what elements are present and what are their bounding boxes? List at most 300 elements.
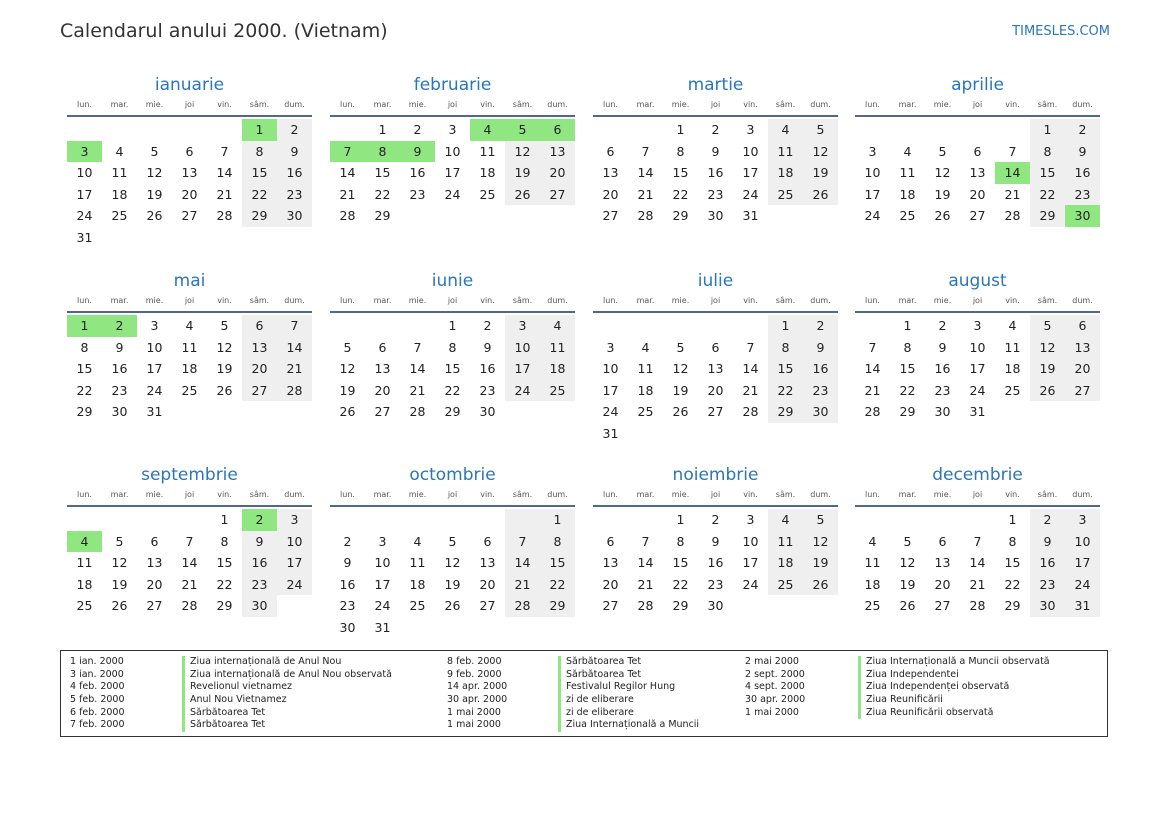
day-cell[interactable]: 30 xyxy=(707,598,724,613)
day-cell[interactable]: 4 xyxy=(540,315,575,337)
day-cell[interactable]: 28 xyxy=(181,598,198,613)
day-cell[interactable]: 31 xyxy=(76,229,93,245)
day-cell[interactable]: 20 xyxy=(146,576,163,592)
day-cell[interactable]: 9 xyxy=(483,339,492,355)
day-cell[interactable]: 9 xyxy=(343,555,352,570)
day-cell[interactable]: 6 xyxy=(1065,315,1100,337)
day-cell[interactable]: 12 xyxy=(444,555,461,570)
day-cell[interactable]: 24 xyxy=(602,404,619,419)
day-cell[interactable]: 8 xyxy=(540,531,575,553)
day-cell[interactable]: 7 xyxy=(330,141,365,163)
day-cell[interactable]: 11 xyxy=(637,361,654,376)
day-cell[interactable]: 13 xyxy=(934,555,951,570)
day-cell[interactable]: 22 xyxy=(540,574,575,596)
day-cell[interactable]: 5 xyxy=(505,119,540,141)
day-cell[interactable]: 4 xyxy=(67,531,102,553)
day-cell[interactable]: 21 xyxy=(637,576,654,592)
day-cell[interactable]: 12 xyxy=(803,531,838,553)
day-cell[interactable]: 6 xyxy=(185,143,194,159)
day-cell[interactable]: 2 xyxy=(1030,509,1065,531)
day-cell[interactable]: 8 xyxy=(676,533,685,549)
day-cell[interactable]: 4 xyxy=(641,339,650,355)
day-cell[interactable]: 16 xyxy=(934,361,951,376)
day-cell[interactable]: 12 xyxy=(505,141,540,163)
day-cell[interactable]: 23 xyxy=(111,382,128,398)
day-cell[interactable]: 31 xyxy=(1065,595,1100,617)
day-cell[interactable]: 11 xyxy=(768,141,803,163)
day-cell[interactable]: 17 xyxy=(146,361,163,376)
day-cell[interactable]: 21 xyxy=(969,576,986,592)
day-cell[interactable]: 1 xyxy=(903,318,912,333)
day-cell[interactable]: 12 xyxy=(216,339,233,355)
day-cell[interactable]: 5 xyxy=(115,533,124,549)
day-cell[interactable]: 21 xyxy=(637,186,654,202)
day-cell[interactable]: 7 xyxy=(277,315,312,337)
day-cell[interactable]: 6 xyxy=(483,533,492,549)
day-cell[interactable]: 29 xyxy=(899,404,916,419)
day-cell[interactable]: 14 xyxy=(339,165,356,180)
day-cell[interactable]: 9 xyxy=(277,141,312,163)
day-cell[interactable]: 11 xyxy=(409,555,426,570)
day-cell[interactable]: 13 xyxy=(242,337,277,359)
day-cell[interactable]: 4 xyxy=(868,533,877,549)
day-cell[interactable]: 18 xyxy=(899,186,916,202)
day-cell[interactable]: 19 xyxy=(1030,358,1065,380)
day-cell[interactable]: 2 xyxy=(242,509,277,531)
day-cell[interactable]: 6 xyxy=(938,533,947,549)
day-cell[interactable]: 27 xyxy=(602,208,619,223)
day-cell[interactable]: 16 xyxy=(479,361,496,376)
day-cell[interactable]: 10 xyxy=(742,143,759,159)
day-cell[interactable]: 17 xyxy=(742,555,759,570)
day-cell[interactable]: 17 xyxy=(76,186,93,202)
day-cell[interactable]: 7 xyxy=(505,531,540,553)
day-cell[interactable]: 6 xyxy=(150,533,159,549)
day-cell[interactable]: 2 xyxy=(343,533,352,549)
day-cell[interactable]: 27 xyxy=(969,208,986,223)
day-cell[interactable]: 2 xyxy=(803,315,838,337)
day-cell[interactable]: 16 xyxy=(277,162,312,184)
day-cell[interactable]: 9 xyxy=(400,141,435,163)
day-cell[interactable]: 5 xyxy=(150,143,159,159)
day-cell[interactable]: 25 xyxy=(864,598,881,613)
day-cell[interactable]: 7 xyxy=(641,533,650,549)
day-cell[interactable]: 9 xyxy=(1065,141,1100,163)
day-cell[interactable]: 23 xyxy=(803,380,838,402)
day-cell[interactable]: 8 xyxy=(365,141,400,163)
day-cell[interactable]: 22 xyxy=(672,186,689,202)
day-cell[interactable]: 3 xyxy=(606,339,615,355)
day-cell[interactable]: 16 xyxy=(242,552,277,574)
day-cell[interactable]: 16 xyxy=(707,555,724,570)
day-cell[interactable]: 24 xyxy=(864,208,881,223)
day-cell[interactable]: 20 xyxy=(602,186,619,202)
day-cell[interactable]: 31 xyxy=(969,404,986,419)
day-cell[interactable]: 10 xyxy=(864,165,881,180)
day-cell[interactable]: 3 xyxy=(973,318,982,333)
day-cell[interactable]: 11 xyxy=(76,555,93,570)
day-cell[interactable]: 10 xyxy=(76,165,93,180)
day-cell[interactable]: 1 xyxy=(540,509,575,531)
day-cell[interactable]: 30 xyxy=(803,401,838,423)
day-cell[interactable]: 1 xyxy=(220,512,229,527)
day-cell[interactable]: 17 xyxy=(277,552,312,574)
day-cell[interactable]: 6 xyxy=(711,339,720,355)
day-cell[interactable]: 16 xyxy=(1065,162,1100,184)
day-cell[interactable]: 8 xyxy=(448,339,457,355)
day-cell[interactable]: 31 xyxy=(742,208,759,223)
day-cell[interactable]: 22 xyxy=(768,380,803,402)
day-cell[interactable]: 16 xyxy=(339,576,356,592)
day-cell[interactable]: 11 xyxy=(768,531,803,553)
day-cell[interactable]: 7 xyxy=(185,533,194,549)
day-cell[interactable]: 28 xyxy=(339,208,356,223)
day-cell[interactable]: 10 xyxy=(969,339,986,355)
day-cell[interactable]: 19 xyxy=(505,162,540,184)
day-cell[interactable]: 27 xyxy=(934,598,951,613)
day-cell[interactable]: 30 xyxy=(339,619,356,635)
day-cell[interactable]: 15 xyxy=(1004,555,1021,570)
day-cell[interactable]: 19 xyxy=(111,576,128,592)
day-cell[interactable]: 13 xyxy=(969,165,986,180)
day-cell[interactable]: 9 xyxy=(938,339,947,355)
day-cell[interactable]: 15 xyxy=(672,165,689,180)
day-cell[interactable]: 14 xyxy=(505,552,540,574)
day-cell[interactable]: 4 xyxy=(768,119,803,141)
day-cell[interactable]: 21 xyxy=(181,576,198,592)
day-cell[interactable]: 28 xyxy=(637,598,654,613)
day-cell[interactable]: 2 xyxy=(102,315,137,337)
day-cell[interactable]: 18 xyxy=(111,186,128,202)
day-cell[interactable]: 10 xyxy=(602,361,619,376)
day-cell[interactable]: 30 xyxy=(277,205,312,227)
day-cell[interactable]: 25 xyxy=(409,598,426,613)
day-cell[interactable]: 23 xyxy=(707,576,724,592)
day-cell[interactable]: 3 xyxy=(277,509,312,531)
day-cell[interactable]: 2 xyxy=(938,318,947,333)
day-cell[interactable]: 22 xyxy=(76,382,93,398)
day-cell[interactable]: 29 xyxy=(242,205,277,227)
day-cell[interactable]: 20 xyxy=(602,576,619,592)
day-cell[interactable]: 23 xyxy=(277,184,312,206)
day-cell[interactable]: 3 xyxy=(378,533,387,549)
day-cell[interactable]: 28 xyxy=(742,404,759,419)
day-cell[interactable]: 6 xyxy=(606,143,615,159)
day-cell[interactable]: 9 xyxy=(803,337,838,359)
day-cell[interactable]: 19 xyxy=(934,186,951,202)
day-cell[interactable]: 16 xyxy=(803,358,838,380)
day-cell[interactable]: 25 xyxy=(479,186,496,202)
day-cell[interactable]: 6 xyxy=(378,339,387,355)
day-cell[interactable]: 12 xyxy=(934,165,951,180)
day-cell[interactable]: 5 xyxy=(903,533,912,549)
day-cell[interactable]: 19 xyxy=(339,382,356,398)
day-cell[interactable]: 10 xyxy=(505,337,540,359)
day-cell[interactable]: 29 xyxy=(216,598,233,613)
day-cell[interactable]: 18 xyxy=(76,576,93,592)
day-cell[interactable]: 31 xyxy=(374,619,391,635)
day-cell[interactable]: 28 xyxy=(864,404,881,419)
day-cell[interactable]: 11 xyxy=(540,337,575,359)
day-cell[interactable]: 6 xyxy=(540,119,575,141)
day-cell[interactable]: 27 xyxy=(242,380,277,402)
day-cell[interactable]: 5 xyxy=(343,339,352,355)
day-cell[interactable]: 20 xyxy=(540,162,575,184)
day-cell[interactable]: 20 xyxy=(242,358,277,380)
day-cell[interactable]: 8 xyxy=(242,141,277,163)
day-cell[interactable]: 15 xyxy=(374,165,391,180)
day-cell[interactable]: 12 xyxy=(899,555,916,570)
day-cell[interactable]: 31 xyxy=(146,404,163,419)
day-cell[interactable]: 23 xyxy=(934,382,951,398)
day-cell[interactable]: 30 xyxy=(242,595,277,617)
day-cell[interactable]: 12 xyxy=(803,141,838,163)
day-cell[interactable]: 21 xyxy=(505,574,540,596)
day-cell[interactable]: 10 xyxy=(1065,531,1100,553)
day-cell[interactable]: 17 xyxy=(969,361,986,376)
day-cell[interactable]: 17 xyxy=(864,186,881,202)
day-cell[interactable]: 25 xyxy=(899,208,916,223)
day-cell[interactable]: 25 xyxy=(181,382,198,398)
day-cell[interactable]: 10 xyxy=(374,555,391,570)
day-cell[interactable]: 22 xyxy=(1030,184,1065,206)
day-cell[interactable]: 14 xyxy=(995,162,1030,184)
day-cell[interactable]: 21 xyxy=(1004,186,1021,202)
day-cell[interactable]: 10 xyxy=(277,531,312,553)
day-cell[interactable]: 5 xyxy=(448,533,457,549)
day-cell[interactable]: 5 xyxy=(938,143,947,159)
day-cell[interactable]: 1 xyxy=(676,122,685,137)
day-cell[interactable]: 20 xyxy=(479,576,496,592)
day-cell[interactable]: 13 xyxy=(479,555,496,570)
day-cell[interactable]: 24 xyxy=(146,382,163,398)
day-cell[interactable]: 27 xyxy=(146,598,163,613)
day-cell[interactable]: 4 xyxy=(1008,318,1017,333)
day-cell[interactable]: 18 xyxy=(637,382,654,398)
day-cell[interactable]: 18 xyxy=(409,576,426,592)
day-cell[interactable]: 19 xyxy=(899,576,916,592)
day-cell[interactable]: 26 xyxy=(803,574,838,596)
day-cell[interactable]: 29 xyxy=(1004,598,1021,613)
day-cell[interactable]: 26 xyxy=(505,184,540,206)
day-cell[interactable]: 29 xyxy=(1030,205,1065,227)
day-cell[interactable]: 28 xyxy=(637,208,654,223)
day-cell[interactable]: 3 xyxy=(505,315,540,337)
day-cell[interactable]: 18 xyxy=(864,576,881,592)
day-cell[interactable]: 9 xyxy=(115,339,124,355)
day-cell[interactable]: 5 xyxy=(803,119,838,141)
day-cell[interactable]: 19 xyxy=(444,576,461,592)
day-cell[interactable]: 24 xyxy=(444,186,461,202)
day-cell[interactable]: 6 xyxy=(973,143,982,159)
day-cell[interactable]: 7 xyxy=(1008,143,1017,159)
day-cell[interactable]: 21 xyxy=(216,186,233,202)
day-cell[interactable]: 29 xyxy=(768,401,803,423)
day-cell[interactable]: 23 xyxy=(1065,184,1100,206)
day-cell[interactable]: 17 xyxy=(444,165,461,180)
day-cell[interactable]: 15 xyxy=(216,555,233,570)
day-cell[interactable]: 14 xyxy=(216,165,233,180)
day-cell[interactable]: 7 xyxy=(413,339,422,355)
day-cell[interactable]: 30 xyxy=(479,404,496,419)
day-cell[interactable]: 23 xyxy=(1030,574,1065,596)
day-cell[interactable]: 1 xyxy=(242,119,277,141)
day-cell[interactable]: 20 xyxy=(707,382,724,398)
day-cell[interactable]: 21 xyxy=(339,186,356,202)
day-cell[interactable]: 26 xyxy=(111,598,128,613)
day-cell[interactable]: 21 xyxy=(742,382,759,398)
day-cell[interactable]: 11 xyxy=(479,143,496,159)
day-cell[interactable]: 19 xyxy=(216,361,233,376)
day-cell[interactable]: 14 xyxy=(409,361,426,376)
day-cell[interactable]: 27 xyxy=(707,404,724,419)
day-cell[interactable]: 14 xyxy=(181,555,198,570)
day-cell[interactable]: 21 xyxy=(277,358,312,380)
day-cell[interactable]: 19 xyxy=(672,382,689,398)
day-cell[interactable]: 27 xyxy=(1065,380,1100,402)
day-cell[interactable]: 24 xyxy=(742,186,759,202)
day-cell[interactable]: 15 xyxy=(672,555,689,570)
day-cell[interactable]: 29 xyxy=(76,404,93,419)
day-cell[interactable]: 4 xyxy=(903,143,912,159)
day-cell[interactable]: 24 xyxy=(505,380,540,402)
day-cell[interactable]: 30 xyxy=(111,404,128,419)
day-cell[interactable]: 21 xyxy=(409,382,426,398)
day-cell[interactable]: 25 xyxy=(111,208,128,223)
day-cell[interactable]: 12 xyxy=(339,361,356,376)
day-cell[interactable]: 1 xyxy=(1030,119,1065,141)
day-cell[interactable]: 14 xyxy=(637,165,654,180)
day-cell[interactable]: 26 xyxy=(1030,380,1065,402)
day-cell[interactable]: 26 xyxy=(216,382,233,398)
day-cell[interactable]: 9 xyxy=(711,143,720,159)
day-cell[interactable]: 8 xyxy=(1030,141,1065,163)
day-cell[interactable]: 3 xyxy=(746,512,755,527)
day-cell[interactable]: 27 xyxy=(540,184,575,206)
day-cell[interactable]: 28 xyxy=(409,404,426,419)
day-cell[interactable]: 8 xyxy=(676,143,685,159)
day-cell[interactable]: 13 xyxy=(146,555,163,570)
day-cell[interactable]: 18 xyxy=(768,162,803,184)
day-cell[interactable]: 22 xyxy=(444,382,461,398)
day-cell[interactable]: 30 xyxy=(1065,205,1100,227)
day-cell[interactable]: 20 xyxy=(969,186,986,202)
day-cell[interactable]: 24 xyxy=(374,598,391,613)
day-cell[interactable]: 4 xyxy=(185,318,194,333)
day-cell[interactable]: 24 xyxy=(277,574,312,596)
day-cell[interactable]: 18 xyxy=(1004,361,1021,376)
day-cell[interactable]: 29 xyxy=(672,208,689,223)
day-cell[interactable]: 25 xyxy=(637,404,654,419)
day-cell[interactable]: 8 xyxy=(1008,533,1017,549)
day-cell[interactable]: 2 xyxy=(413,122,422,137)
day-cell[interactable]: 24 xyxy=(76,208,93,223)
day-cell[interactable]: 12 xyxy=(1030,337,1065,359)
day-cell[interactable]: 13 xyxy=(602,555,619,570)
day-cell[interactable]: 3 xyxy=(448,122,457,137)
day-cell[interactable]: 6 xyxy=(242,315,277,337)
day-cell[interactable]: 30 xyxy=(1030,595,1065,617)
day-cell[interactable]: 20 xyxy=(374,382,391,398)
day-cell[interactable]: 4 xyxy=(115,143,124,159)
day-cell[interactable]: 1 xyxy=(1008,512,1017,527)
day-cell[interactable]: 14 xyxy=(864,361,881,376)
day-cell[interactable]: 28 xyxy=(505,595,540,617)
day-cell[interactable]: 16 xyxy=(111,361,128,376)
day-cell[interactable]: 11 xyxy=(111,165,128,180)
day-cell[interactable]: 19 xyxy=(146,186,163,202)
day-cell[interactable]: 18 xyxy=(181,361,198,376)
day-cell[interactable]: 23 xyxy=(707,186,724,202)
day-cell[interactable]: 17 xyxy=(742,165,759,180)
day-cell[interactable]: 27 xyxy=(479,598,496,613)
day-cell[interactable]: 9 xyxy=(1030,531,1065,553)
day-cell[interactable]: 23 xyxy=(339,598,356,613)
day-cell[interactable]: 2 xyxy=(1065,119,1100,141)
day-cell[interactable]: 7 xyxy=(220,143,229,159)
day-cell[interactable]: 26 xyxy=(672,404,689,419)
day-cell[interactable]: 27 xyxy=(602,598,619,613)
day-cell[interactable]: 13 xyxy=(602,165,619,180)
day-cell[interactable]: 14 xyxy=(277,337,312,359)
day-cell[interactable]: 3 xyxy=(746,122,755,137)
day-cell[interactable]: 11 xyxy=(1004,339,1021,355)
day-cell[interactable]: 27 xyxy=(374,404,391,419)
day-cell[interactable]: 31 xyxy=(602,425,619,441)
day-cell[interactable]: 28 xyxy=(216,208,233,223)
day-cell[interactable]: 22 xyxy=(374,186,391,202)
day-cell[interactable]: 30 xyxy=(707,208,724,223)
day-cell[interactable]: 7 xyxy=(641,143,650,159)
day-cell[interactable]: 26 xyxy=(146,208,163,223)
day-cell[interactable]: 14 xyxy=(637,555,654,570)
day-cell[interactable]: 24 xyxy=(969,382,986,398)
day-cell[interactable]: 20 xyxy=(1065,358,1100,380)
day-cell[interactable]: 26 xyxy=(803,184,838,206)
day-cell[interactable]: 15 xyxy=(76,361,93,376)
day-cell[interactable]: 11 xyxy=(181,339,198,355)
day-cell[interactable]: 2 xyxy=(483,318,492,333)
day-cell[interactable]: 10 xyxy=(146,339,163,355)
day-cell[interactable]: 16 xyxy=(707,165,724,180)
day-cell[interactable]: 15 xyxy=(540,552,575,574)
day-cell[interactable]: 15 xyxy=(899,361,916,376)
day-cell[interactable]: 7 xyxy=(746,339,755,355)
day-cell[interactable]: 17 xyxy=(1065,552,1100,574)
day-cell[interactable]: 12 xyxy=(146,165,163,180)
day-cell[interactable]: 13 xyxy=(707,361,724,376)
day-cell[interactable]: 16 xyxy=(1030,552,1065,574)
day-cell[interactable]: 25 xyxy=(768,184,803,206)
day-cell[interactable]: 7 xyxy=(868,339,877,355)
day-cell[interactable]: 11 xyxy=(899,165,916,180)
day-cell[interactable]: 30 xyxy=(934,404,951,419)
day-cell[interactable]: 14 xyxy=(742,361,759,376)
day-cell[interactable]: 1 xyxy=(768,315,803,337)
day-cell[interactable]: 15 xyxy=(768,358,803,380)
day-cell[interactable]: 18 xyxy=(768,552,803,574)
day-cell[interactable]: 25 xyxy=(76,598,93,613)
day-cell[interactable]: 25 xyxy=(768,574,803,596)
day-cell[interactable]: 5 xyxy=(676,339,685,355)
day-cell[interactable]: 15 xyxy=(1030,162,1065,184)
site-link[interactable]: TIMESLES.COM xyxy=(1012,24,1110,39)
day-cell[interactable]: 26 xyxy=(339,404,356,419)
day-cell[interactable]: 26 xyxy=(934,208,951,223)
day-cell[interactable]: 12 xyxy=(111,555,128,570)
day-cell[interactable]: 19 xyxy=(803,162,838,184)
day-cell[interactable]: 20 xyxy=(934,576,951,592)
